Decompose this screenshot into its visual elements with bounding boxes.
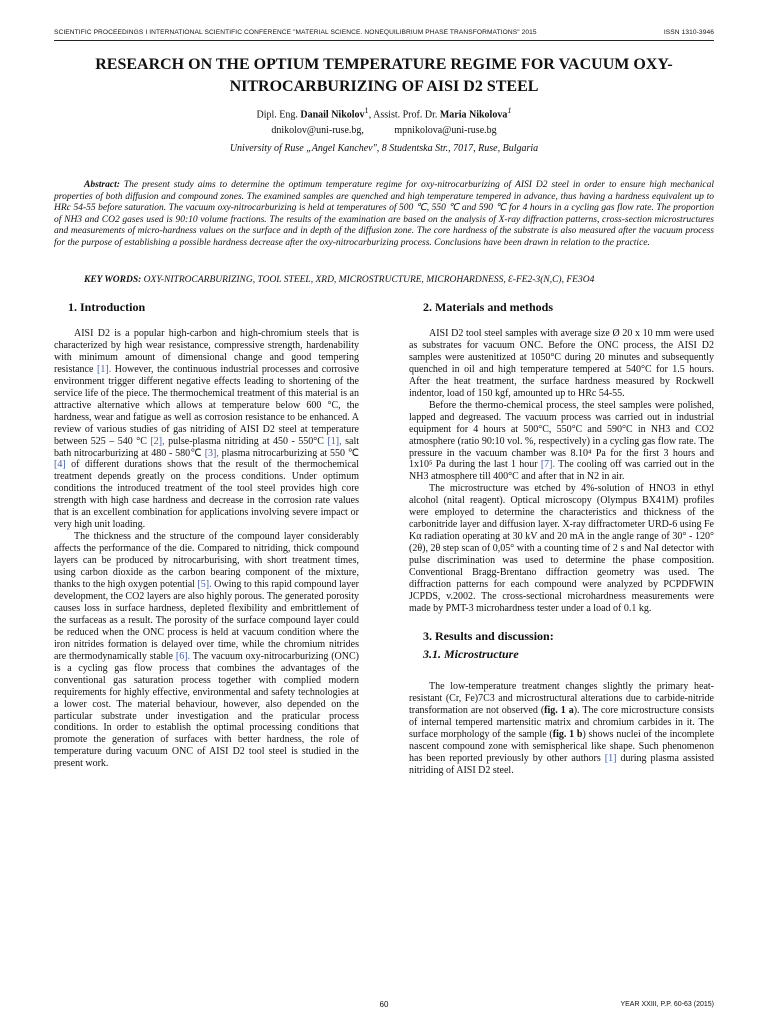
text-run: during plasma assisted nitriding of AISI D2 steel.: [409, 752, 714, 776]
email-2[interactable]: mpnikolova@uni-ruse.bg: [394, 125, 497, 136]
abstract: [54, 180, 714, 250]
intro-paragraph-1: [54, 328, 359, 531]
volume-pages: YEAR XXIII, P.P. 60-63 (2015): [620, 1001, 714, 1008]
methods-paragraph-2: [409, 400, 714, 484]
title-line-2: NITROCARBURIZING OF AISI D2 STEEL: [229, 78, 539, 95]
text-run: of different durations shows that the result of the thermochemical treatment depends greatly on the process conditions. Under optimum conditions the introduced treatment of the tool steel provides high core strength with high case hardness and decrease in the corrosion rate values that is an excellent combination for applications involving severe impact or very high unit loading.: [54, 459, 359, 531]
text-run: salt bath nitrocarburizing at 480 - 580℃: [54, 435, 359, 459]
affiliation: University of Ruse „Angel Kanchev", 8 Studentska Str., 7017, Ruse, Bulgaria: [229, 143, 539, 154]
results-paragraph-1: [409, 681, 714, 777]
text-run: However, the continuous industrial processes and corrosive environment trigger different negative effects leading to shortening of the service life of the piece. The thermochemical treatment of this material is an attractive alternative which allows at temperature below 600 °C, the hardness, wear and fatigue as well as corrosion resistance to be enhanced. A review of various studies of gas nitriding of AISI D2 steel at temperature between 525 – 540 °C: [54, 363, 359, 447]
text-run: pulse-plasma nitriding at 450 - 550°C: [164, 435, 328, 447]
methods-paragraph-3: The microstructure was etched by 4%-solution of HNO3 in ethyl alcohol (nital reagent). Optical microscopy (Olympus BX41M) profiles were employed to determine the characteristics and thickness of the carbonitride layer and diffusion layer. X-ray diffractometer URD-6 using Fe Kα radiation operating at 30 kV and 20 mA in the angle range of 30° - 120° (2θ), 2θ step scan of 0,05° with a counting time of 2 s and NaI detector with pulse discrimination was used to determine the phase composition. Conventional Bragg-Brentano diffraction geometry was used. The diffraction patterns for each compound were analyzed by PCPDFWIN JCPDS, v.2002. The cross-sectional microhardness measurements were made by PMT-3 microhardness tester under a load of 0.1 kg.: [409, 483, 714, 614]
paper-title: [54, 54, 714, 98]
author-line: [54, 106, 714, 120]
right-column: [409, 300, 714, 777]
citation-link[interactable]: [5].: [197, 579, 212, 591]
page-number: 60: [379, 1000, 389, 1009]
text-run: ) shows nuclei of the incomplete nascent compound zone with semispherical like shape. Such phenomenon has been reported previously by other authors: [409, 728, 715, 764]
keywords-text: OXY-NITROCARBURIZING, TOOL STEEL, XRD, MICROSTRUCTURE, MICROHARDNESS, Ɛ-FE2-3(N,C), FE3O4: [141, 275, 595, 285]
intro-paragraph-2: [54, 531, 359, 770]
text-run: plasma nitrocarburizing at 550 ℃: [218, 447, 359, 459]
text-run: The low-temperature treatment changes slightly the primary heat-resistant (Cr, Fe)7C3 and microstructural alterations due to carbide-nitride transformation are not observed (: [409, 680, 714, 716]
citation-link[interactable]: [1],: [327, 435, 342, 447]
section-heading-materials-methods: 2. Materials and methods: [423, 300, 553, 314]
abstract-label: Abstract:: [84, 180, 120, 190]
email-1[interactable]: dnikolov@uni-ruse.bg,: [271, 125, 364, 136]
text-run: The thickness and the structure of the compound layer considerably affects the performance of the die. Compared to nitriding, thick compound layers can be produced by nitrocarburising, with short treatment times, using carbon dioxide as the carbon bearing component of the mixture, thanks to the high oxygen potential: [54, 531, 359, 591]
text-run: The vacuum oxy-nitrocarburizing (ONC) is a cycling gas flow process that combines the advantages of the conventional gas saturation process together with complied modern requirements for highly effective, environmental and safety technologies at a lower cost. The material behaviour, however, also depended on the particular substrate under investigation and the praticular process conditions. In order to establish the optimal processing conditions that promote the generation of surfaces with better hardness, the role of temperature during vacuum ONC of AISI D2 tool steel is studied in the present work.: [54, 650, 359, 770]
abstract-text: The present study aims to determine the optimum temperature regime for oxy-nitrocarburizing of AISI D2 steel in order to ensure high mechanical properties of both diffusion and compound zones. The examined samples are quenched and high temperature tempered in advance, thus having a hardness equivalent up to HRc 54-55 before saturation. The vacuum oxy-nitrocarburizing is held at temperatures of 500 ℃, 550 ℃ and 590 ℃ for 4 hours in a cycling gas flow rate. The proportion of NH3 and CO2 gases used is 90:10 volume fractions. The results of the examination are based on the analysis of X-ray diffraction patterns, cross-section microstructures and measurements of micro-hardness values on the surface and in depth of the diffusion zone. The core hardness of the substrate is also measured after the vacuum process for the purpose of establishing a possible hardness decrease after the oxy-nitrocarburizing process. Conclusions have been drawn in relation to the practice.: [54, 180, 714, 248]
author-1-affil-mark: 1: [364, 106, 369, 115]
title-line-1: RESEARCH ON THE OPTIUM TEMPERATURE REGIME FOR VACUUM OXY-: [95, 56, 673, 73]
author-1-prefix: Dipl. Eng.: [256, 109, 301, 121]
spacer: [409, 615, 714, 629]
methods-paragraph-1: AISI D2 tool steel samples with average size Ø 20 x 10 mm were used as substrates for vacuum ONC. Before the ONC process, the AISI D2 samples were austenitized at 1050°C during 20 minutes and subsequently quenched in oil and high temperature tempered at 540°C for 1.5 hours. After the heat treatment, the surface hardness measured by Rockwell indentor, load of 150 kgf, amounted up to HRc 54-55.: [409, 328, 714, 399]
left-column: [54, 300, 359, 770]
citation-link[interactable]: [2],: [150, 435, 165, 447]
email-line: [54, 125, 714, 136]
citation-link[interactable]: [3],: [204, 447, 219, 459]
running-header: [54, 26, 714, 41]
author-1-name: Danail Nikolov: [300, 109, 365, 121]
citation-link[interactable]: [1]: [604, 752, 617, 764]
issn: ISSN 1310-3946: [663, 29, 714, 36]
page-footer: [54, 1000, 714, 1014]
keywords-label: KEY WORDS:: [84, 275, 142, 285]
conference-name: SCIENTIFIC PROCEEDINGS I INTERNATIONAL SCIENTIFIC CONFERENCE "MATERIAL SCIENCE. NONEQUILIBRIUM PHASE TRANSFORMATIONS" 2015: [54, 29, 537, 36]
keywords: [54, 275, 714, 285]
text-run: ). The core microstructure consists of internal tempered martensitic matrix and chromium carbides in it. The surface morphology of the sample (: [409, 704, 714, 740]
citation-link[interactable]: [1].: [97, 363, 112, 375]
section-heading-introduction: 1. Introduction: [68, 300, 146, 314]
section-heading-results: 3. Results and discussion:: [423, 628, 554, 643]
figure-reference[interactable]: fig. 1 b: [552, 728, 583, 740]
text-run: AISI D2 is a popular high-carbon and high-chromium steels that is characterized by high wear resistance, compressive strength, hardenability with minimum amount of dimensional change and good tempering resistance: [54, 328, 359, 375]
subsection-heading-microstructure: 3.1. Microstructure: [423, 646, 519, 661]
text-run: The cooling off was carried out in the NH3 atmosphere till 400°C and after that in N2 in air.: [409, 459, 715, 483]
citation-link[interactable]: [4]: [54, 459, 66, 471]
author-2-name: Maria Nikolova: [439, 109, 508, 121]
author-separator: , Assist. Prof. Dr.: [368, 109, 440, 121]
figure-reference[interactable]: fig. 1 a: [544, 704, 574, 716]
text-run: Owing to this rapid compound layer development, the CO2 layers are also highly porous. The generated porosity causes loss in surface hardness, depleted flexibility and embrittlement of the surfaceas as a result. The porosity of the surface compound layer could be reduced when the ONC process is held at vacuum condition where the iron nitrides formation is delayed over time, while the chromium nitrides are thermodynamically stable: [54, 579, 359, 662]
citation-link[interactable]: [7].: [540, 459, 556, 471]
text-run: Before the thermo-chemical process, the steel samples were polished, lapped and degreased. The vacuum process was carried out in industrial equipment for 4 hours at 500°C, 550°C and 590°C in NH3 and CO2 atmosphere (ratio 90:10 vol. %, respectively) in a cycling gas flow rate. The pressure in the vacuum chamber was 8.10⁴ Pa for the first 3 hours and 1x10⁵ Pa during the last 1 hour: [409, 399, 714, 471]
author-2-affil-mark: 1: [507, 106, 512, 115]
citation-link[interactable]: [6].: [175, 650, 191, 662]
